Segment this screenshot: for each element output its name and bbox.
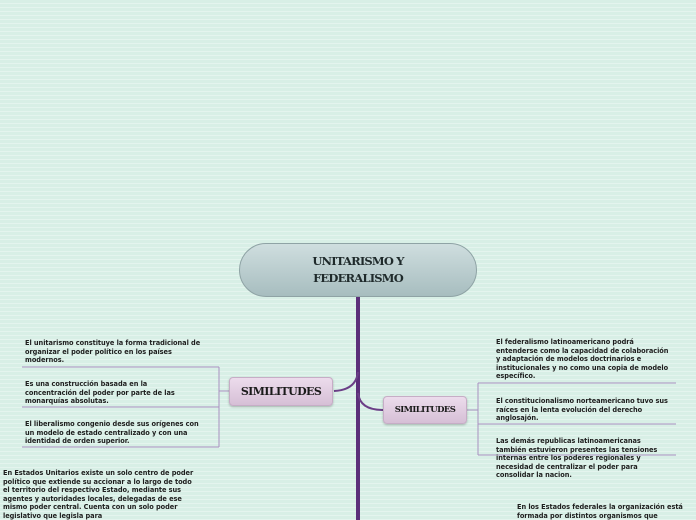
left-topic-label: SIMILITUDES: [240, 385, 322, 398]
right-leaf-1[interactable]: El federalismo latinoamericano podrá entenderse como la capacidad de colaboración y adaptación de modelos doctrinarios e institucionales y no como una copia de modelo específico.: [496, 338, 669, 380]
right-extra-text[interactable]: En los Estados federales la organización está formada por distintos organismos que: [517, 503, 683, 520]
left-leaf-2[interactable]: Es una construcción basada en la concentración del poder por parte de las monarquías absolutas.: [25, 380, 175, 405]
left-topic-similitudes[interactable]: [229, 377, 333, 406]
right-leaf-2[interactable]: El constitucionalismo norteamericano tuvo sus raíces en la lenta evolución del derecho anglosajón.: [496, 397, 668, 422]
central-topic-title: UNITARISMO Y FEDERALISMO: [312, 254, 404, 285]
branch-left-line: [334, 372, 358, 391]
left-leaf-3[interactable]: El liberalismo congenio desde sus orígenes con un modelo de estado centralizado y con una identidad de orden superior.: [25, 420, 199, 445]
left-leaf-1[interactable]: El unitarismo constituye la forma tradicional de organizar el poder político en los países modernos.: [25, 339, 201, 364]
right-leaf-3[interactable]: Las demás republicas latinoamericanas también estuvieron presentes las tensiones internas entre los poderes regionales y necesidad de centralizar el poder para consolidar la nacion.: [496, 437, 658, 479]
branch-right-line: [358, 393, 383, 410]
left-extra-text[interactable]: En Estados Unitarios existe un solo centro de poder político que extiende su accionar a lo largo de todo el territorio del respectivo Estado, mediante sus agentes y autoridades locales, delegadas de ese mismo poder central. Cuenta con un solo poder legislativo que legisla para: [3, 469, 194, 520]
right-topic-similitudes[interactable]: [383, 396, 467, 424]
right-topic-label: SIMILITUDES: [394, 405, 456, 415]
central-topic[interactable]: [239, 243, 477, 297]
